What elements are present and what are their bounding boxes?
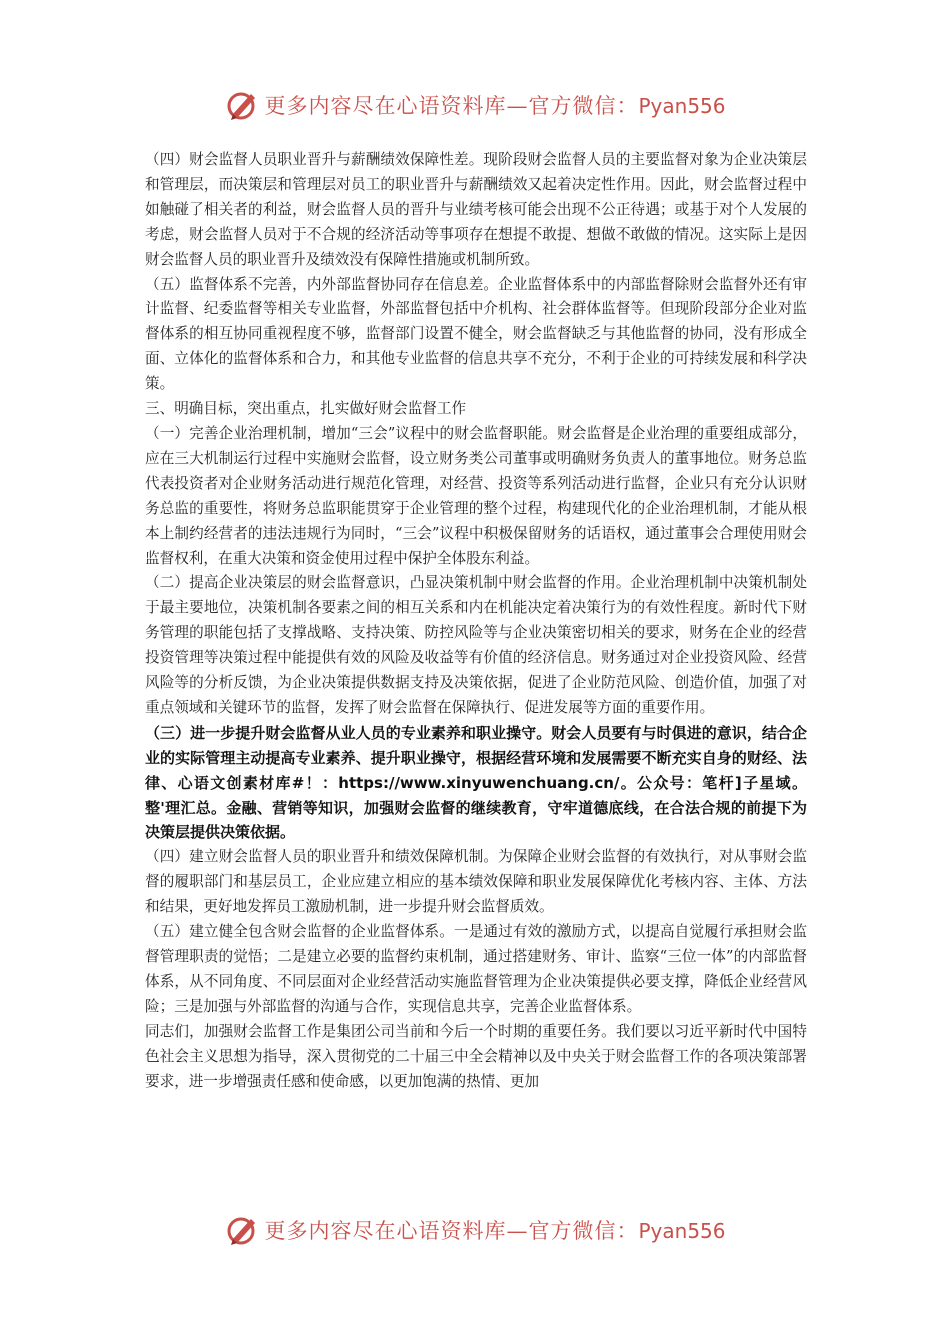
- paragraph-bold: （三）进一步提升财会监督从业人员的专业素养和职业操守。财会人员要有与时俱进的意识，结合企业的实际管理主动提高专业素养、提升职业操守，根据经营环境和发展需要不断充实自身的财经、法律、心语文创素材库#！：https://www.xinyuwenchuang.cn/。公众号：笔杆]子星域。整'理汇总。金融、营销等知识，加强财会监督的继续教育，守牢道德底线，在合法合规的前提下为决策层提供决策依据。: [145, 723, 807, 842]
- banner-text: 更多内容尽在心语资料库—官方微信：Pyan556: [264, 1219, 726, 1243]
- footer-banner: [0, 1210, 950, 1250]
- paragraph: （五）建立健全包含财会监督的企业监督体系。一是通过有效的激励方式，以提高自觉履行承担财会监督管理职责的觉悟；二是建立必要的监督约束机制，通过搭建财务、审计、监察“三位一体”的内部监督体系，从不同角度、不同层面对企业经营活动实施监督管理为企业决策提供必要支撑，降低企业经营风险；三是加强与外部监督的沟通与合作，实现信息共享，完善企业监督体系。: [145, 923, 807, 1015]
- wechat-id: Pyan556: [638, 1219, 726, 1243]
- paragraph: （一）完善企业治理机制，增加“三会”议程中的财会监督职能。财会监督是企业治理的重要组成部分，应在三大机制运行过程中实施财会监督，设立财务类公司董事或明确财务负责人的董事地位。财务总监代表投资者对企业财务活动进行规范化管理，对经营、投资等系列活动进行监督，企业只有充分认识财务总监的重要性，将财务总监职能贯穿于企业管理的整个过程，构建现代化的企业治理机制，才能从根本上制约经营者的违法违规行为同时，“三会”议程中积极保留财务的话语权，通过董事会合理使用财会监督权利，在重大决策和资金使用过程中保护全体股东利益。: [145, 424, 807, 567]
- banner-text: 更多内容尽在心语资料库—官方微信：Pyan556: [264, 94, 726, 118]
- paragraph: （五）监督体系不完善，内外部监督协同存在信息差。企业监督体系中的内部监督除财会监督外还有审计监督、纪委监督等相关专业监督，外部监督包括中介机构、社会群体监督等。但现阶段部分企业对监督体系的相互协同重视程度不够，监督部门设置不健全，财会监督缺乏与其他监督的协同，没有形成全面、立体化的监督体系和合力，和其他专业监督的信息共享不充分，不利于企业的可持续发展和科学决策。: [145, 275, 807, 393]
- pen-logo-icon: [224, 1212, 260, 1248]
- wechat-id: Pyan556: [638, 94, 726, 118]
- paragraph: （四）建立财会监督人员的职业晋升和绩效保障机制。为保障企业财会监督的有效执行，对从事财会监督的履职部门和基层员工，企业应建立相应的基本绩效保障和职业发展保障优化考核内容、主体、方法和结果，更好地发挥员工激励机制，进一步提升财会监督质效。: [145, 848, 807, 916]
- paragraph: （四）财会监督人员职业晋升与薪酬绩效保障性差。现阶段财会监督人员的主要监督对象为企业决策层和管理层，而决策层和管理层对员工的职业晋升与薪酬绩效又起着决定性作用。因此，财会监督过程中如触碰了相关者的利益，财会监督人员的晋升与业绩考核可能会出现不公正待遇；或基于对个人发展的考虑，财会监督人员对于不合规的经济活动等事项存在想提不敢提、想做不敢做的情况。这实际上是因财会监督人员的职业晋升及绩效没有保障性措施或机制所致。: [145, 151, 807, 268]
- paragraph: 同志们，加强财会监督工作是集团公司当前和今后一个时期的重要任务。我们要以习近平新时代中国特色社会主义思想为指导，深入贯彻党的二十届三中全会精神以及中央关于财会监督工作的各项决策部署要求，进一步增强责任感和使命感，以更加饱满的热情、更加: [145, 1022, 807, 1090]
- article-body: [145, 148, 807, 1094]
- header-banner: [0, 85, 950, 125]
- paragraph: （二）提高企业决策层的财会监督意识，凸显决策机制中财会监督的作用。企业治理机制中决策机制处于最主要地位，决策机制各要素之间的相互关系和内在机能决定着决策行为的有效性程度。新时代下财务管理的职能包括了支撑战略、支持决策、防控风险等与企业决策密切相关的要求，财务在企业的经营投资管理等决策过程中能提供有效的风险及收益等有价值的经济信息。财务通过对企业投资风险、经营风险等的分析反馈，为企业决策提供数据支持及决策依据，促进了企业防范风险、创造价值，加强了对重点领域和关键环节的监督，发挥了财会监督在保障执行、促进发展等方面的重要作用。: [145, 574, 807, 716]
- pen-logo-icon: [224, 87, 260, 123]
- section-heading: 三、明确目标，突出重点，扎实做好财会监督工作: [145, 400, 467, 418]
